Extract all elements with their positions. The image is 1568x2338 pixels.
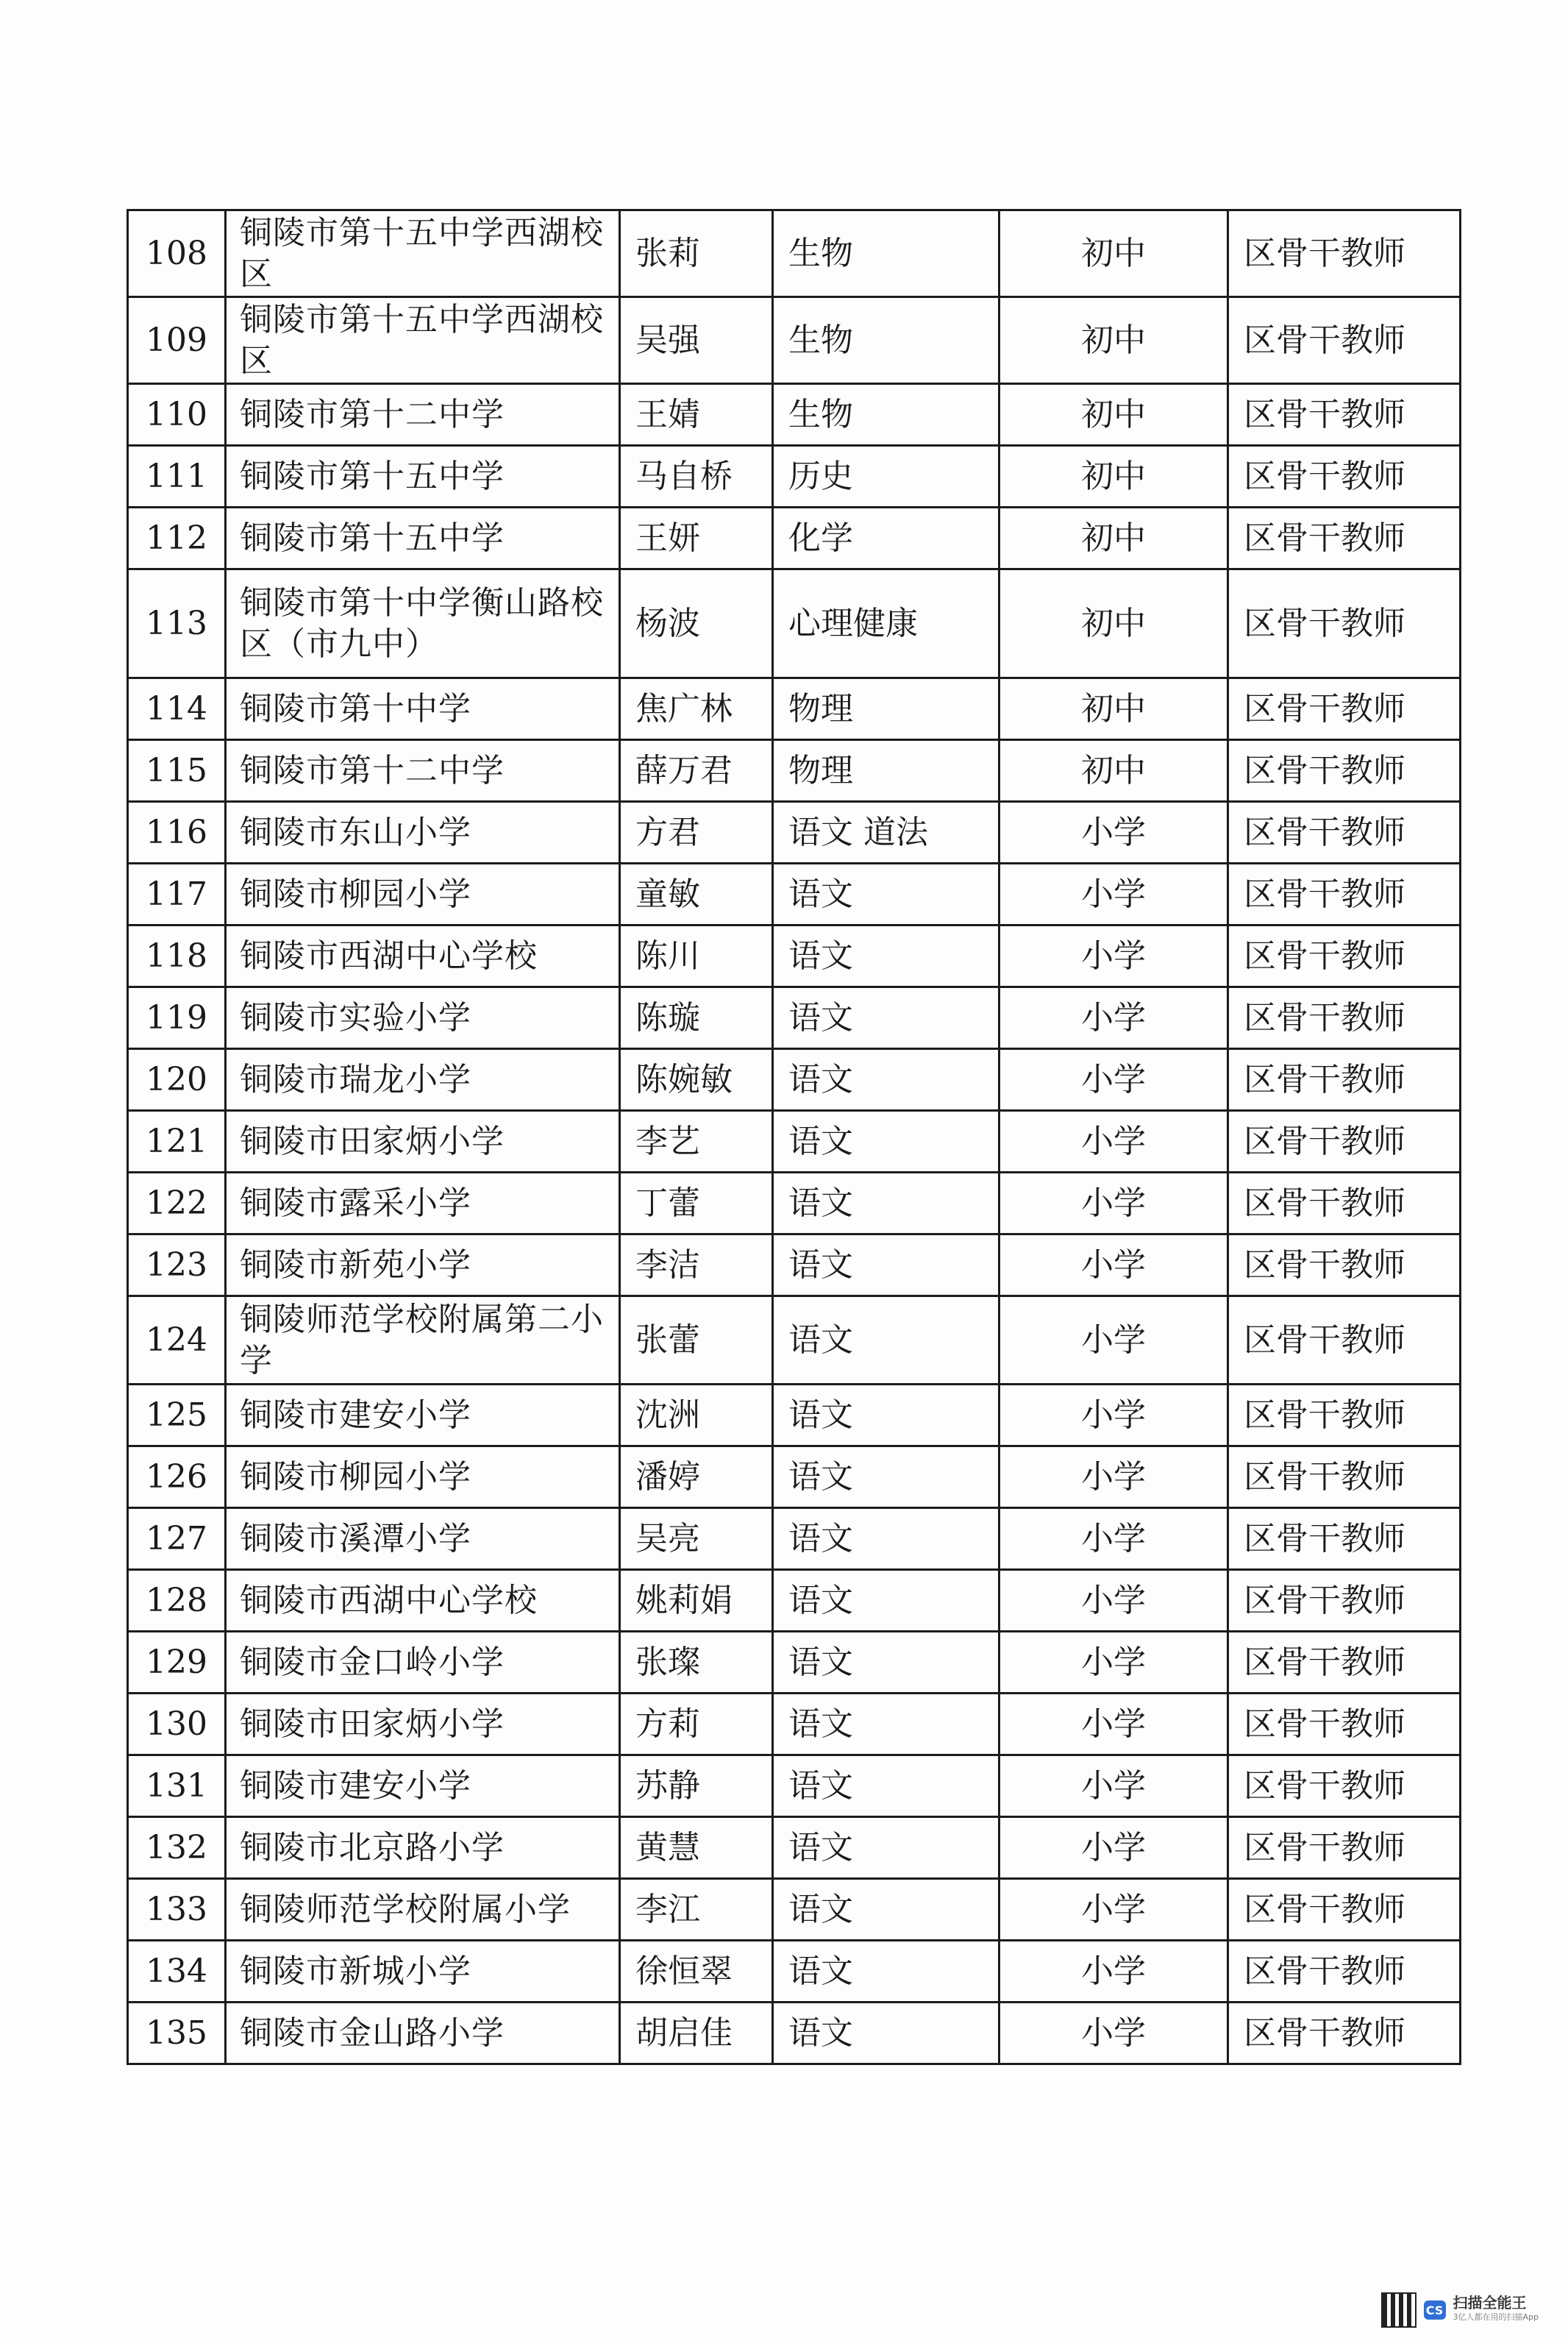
honor-title-cell: 区骨干教师 xyxy=(1228,297,1461,384)
subject-cell: 语文 xyxy=(773,1694,999,1755)
table-row xyxy=(128,1234,1461,1296)
row-number-cell: 124 xyxy=(128,1296,226,1385)
school-level-cell: 小学 xyxy=(999,1508,1228,1570)
row-number-cell: 118 xyxy=(128,925,226,987)
school-name-cell: 铜陵市柳园小学 xyxy=(226,1446,620,1508)
subject-cell: 语文 xyxy=(773,1632,999,1694)
school-name-cell: 铜陵市田家炳小学 xyxy=(226,1694,620,1755)
honor-title-cell: 区骨干教师 xyxy=(1228,1755,1461,1817)
school-name-cell: 铜陵市第十五中学西湖校区 xyxy=(226,297,620,384)
table-row xyxy=(128,508,1461,569)
school-name-cell: 铜陵市西湖中心学校 xyxy=(226,1570,620,1632)
table-row xyxy=(128,1173,1461,1234)
row-number-cell: 126 xyxy=(128,1446,226,1508)
school-level-cell: 小学 xyxy=(999,1173,1228,1234)
school-level-cell: 小学 xyxy=(999,1234,1228,1296)
teacher-name-cell: 丁蕾 xyxy=(620,1173,773,1234)
school-name-cell: 铜陵市第十二中学 xyxy=(226,384,620,446)
school-level-cell: 初中 xyxy=(999,740,1228,802)
teacher-name-cell: 黄慧 xyxy=(620,1817,773,1879)
row-number-cell: 112 xyxy=(128,508,226,569)
teacher-table xyxy=(126,209,1461,2065)
school-level-cell: 小学 xyxy=(999,1817,1228,1879)
table-row xyxy=(128,1446,1461,1508)
teacher-name-cell: 陈川 xyxy=(620,925,773,987)
table-row xyxy=(128,1111,1461,1173)
school-level-cell: 小学 xyxy=(999,1296,1228,1385)
row-number-cell: 134 xyxy=(128,1941,226,2003)
school-level-cell: 小学 xyxy=(999,864,1228,925)
subject-cell: 语文 xyxy=(773,1446,999,1508)
school-name-cell: 铜陵市露采小学 xyxy=(226,1173,620,1234)
school-name-cell: 铜陵市柳园小学 xyxy=(226,864,620,925)
subject-cell: 生物 xyxy=(773,384,999,446)
teacher-name-cell: 陈婉敏 xyxy=(620,1049,773,1111)
honor-title-cell: 区骨干教师 xyxy=(1228,1446,1461,1508)
table-row xyxy=(128,802,1461,864)
row-number-cell: 129 xyxy=(128,1632,226,1694)
subject-cell: 化学 xyxy=(773,508,999,569)
row-number-cell: 121 xyxy=(128,1111,226,1173)
school-name-cell: 铜陵市东山小学 xyxy=(226,802,620,864)
table-row xyxy=(128,1879,1461,1941)
teacher-name-cell: 潘婷 xyxy=(620,1446,773,1508)
row-number-cell: 115 xyxy=(128,740,226,802)
subject-cell: 语文 xyxy=(773,1111,999,1173)
school-level-cell: 初中 xyxy=(999,508,1228,569)
school-name-cell: 铜陵市建安小学 xyxy=(226,1755,620,1817)
school-level-cell: 小学 xyxy=(999,802,1228,864)
school-level-cell: 小学 xyxy=(999,925,1228,987)
school-name-cell: 铜陵市实验小学 xyxy=(226,987,620,1049)
row-number-cell: 127 xyxy=(128,1508,226,1570)
teacher-name-cell: 张蕾 xyxy=(620,1296,773,1385)
subject-cell: 语文 xyxy=(773,1817,999,1879)
row-number-cell: 131 xyxy=(128,1755,226,1817)
school-level-cell: 初中 xyxy=(999,297,1228,384)
table-row xyxy=(128,987,1461,1049)
subject-cell: 语文 xyxy=(773,864,999,925)
honor-title-cell: 区骨干教师 xyxy=(1228,1879,1461,1941)
honor-title-cell: 区骨干教师 xyxy=(1228,210,1461,297)
subject-cell: 物理 xyxy=(773,740,999,802)
row-number-cell: 113 xyxy=(128,569,226,678)
teacher-name-cell: 马自桥 xyxy=(620,446,773,508)
row-number-cell: 119 xyxy=(128,987,226,1049)
table-row xyxy=(128,1941,1461,2003)
school-level-cell: 小学 xyxy=(999,1941,1228,2003)
table-row xyxy=(128,1694,1461,1755)
school-name-cell: 铜陵市第十五中学 xyxy=(226,446,620,508)
table-row xyxy=(128,297,1461,384)
teacher-name-cell: 张璨 xyxy=(620,1632,773,1694)
row-number-cell: 133 xyxy=(128,1879,226,1941)
subject-cell: 语文 xyxy=(773,1173,999,1234)
honor-title-cell: 区骨干教师 xyxy=(1228,678,1461,740)
subject-cell: 语文 xyxy=(773,1570,999,1632)
honor-title-cell: 区骨干教师 xyxy=(1228,864,1461,925)
school-name-cell: 铜陵师范学校附属小学 xyxy=(226,1879,620,1941)
honor-title-cell: 区骨干教师 xyxy=(1228,2003,1461,2064)
school-name-cell: 铜陵市新城小学 xyxy=(226,1941,620,2003)
teacher-name-cell: 李洁 xyxy=(620,1234,773,1296)
row-number-cell: 122 xyxy=(128,1173,226,1234)
school-name-cell: 铜陵市第十五中学西湖校区 xyxy=(226,210,620,297)
school-name-cell: 铜陵市新苑小学 xyxy=(226,1234,620,1296)
teacher-name-cell: 张莉 xyxy=(620,210,773,297)
school-name-cell: 铜陵市田家炳小学 xyxy=(226,1111,620,1173)
subject-cell: 语文 xyxy=(773,1879,999,1941)
teacher-name-cell: 王妍 xyxy=(620,508,773,569)
qr-code-icon xyxy=(1381,2292,1416,2328)
table-row xyxy=(128,384,1461,446)
row-number-cell: 109 xyxy=(128,297,226,384)
scanner-watermark xyxy=(1381,2292,1539,2328)
school-level-cell: 初中 xyxy=(999,569,1228,678)
subject-cell: 语文 xyxy=(773,1296,999,1385)
teacher-name-cell: 杨波 xyxy=(620,569,773,678)
honor-title-cell: 区骨干教师 xyxy=(1228,987,1461,1049)
table-row xyxy=(128,2003,1461,2064)
school-level-cell: 小学 xyxy=(999,1446,1228,1508)
table-row xyxy=(128,678,1461,740)
subject-cell: 语文 xyxy=(773,1941,999,2003)
honor-title-cell: 区骨干教师 xyxy=(1228,1049,1461,1111)
table-row xyxy=(128,864,1461,925)
school-name-cell: 铜陵市金山路小学 xyxy=(226,2003,620,2064)
honor-title-cell: 区骨干教师 xyxy=(1228,384,1461,446)
row-number-cell: 132 xyxy=(128,1817,226,1879)
table-row xyxy=(128,925,1461,987)
school-name-cell: 铜陵市溪潭小学 xyxy=(226,1508,620,1570)
camscanner-logo-icon: CS xyxy=(1424,2300,1446,2320)
honor-title-cell: 区骨干教师 xyxy=(1228,1817,1461,1879)
teacher-name-cell: 姚莉娟 xyxy=(620,1570,773,1632)
subject-cell: 历史 xyxy=(773,446,999,508)
teacher-name-cell: 薛万君 xyxy=(620,740,773,802)
teacher-name-cell: 方莉 xyxy=(620,1694,773,1755)
honor-title-cell: 区骨干教师 xyxy=(1228,508,1461,569)
subject-cell: 心理健康 xyxy=(773,569,999,678)
teacher-name-cell: 李江 xyxy=(620,1879,773,1941)
row-number-cell: 111 xyxy=(128,446,226,508)
honor-title-cell: 区骨干教师 xyxy=(1228,1173,1461,1234)
table-row xyxy=(128,1296,1461,1385)
school-level-cell: 小学 xyxy=(999,1570,1228,1632)
teacher-name-cell: 徐恒翠 xyxy=(620,1941,773,2003)
teacher-name-cell: 吴强 xyxy=(620,297,773,384)
subject-cell: 生物 xyxy=(773,297,999,384)
honor-title-cell: 区骨干教师 xyxy=(1228,802,1461,864)
table-row xyxy=(128,1632,1461,1694)
teacher-name-cell: 王婧 xyxy=(620,384,773,446)
school-level-cell: 小学 xyxy=(999,1755,1228,1817)
row-number-cell: 135 xyxy=(128,2003,226,2064)
table-row xyxy=(128,1385,1461,1446)
honor-title-cell: 区骨干教师 xyxy=(1228,740,1461,802)
table-row xyxy=(128,1755,1461,1817)
subject-cell: 语文 xyxy=(773,1234,999,1296)
honor-title-cell: 区骨干教师 xyxy=(1228,1296,1461,1385)
subject-cell: 语文 道法 xyxy=(773,802,999,864)
subject-cell: 物理 xyxy=(773,678,999,740)
honor-title-cell: 区骨干教师 xyxy=(1228,1694,1461,1755)
school-name-cell: 铜陵市北京路小学 xyxy=(226,1817,620,1879)
row-number-cell: 123 xyxy=(128,1234,226,1296)
honor-title-cell: 区骨干教师 xyxy=(1228,1570,1461,1632)
row-number-cell: 125 xyxy=(128,1385,226,1446)
teacher-name-cell: 童敏 xyxy=(620,864,773,925)
honor-title-cell: 区骨干教师 xyxy=(1228,1941,1461,2003)
row-number-cell: 117 xyxy=(128,864,226,925)
teacher-name-cell: 方君 xyxy=(620,802,773,864)
school-name-cell: 铜陵市第十五中学 xyxy=(226,508,620,569)
school-name-cell: 铜陵市西湖中心学校 xyxy=(226,925,620,987)
school-name-cell: 铜陵市瑞龙小学 xyxy=(226,1049,620,1111)
honor-title-cell: 区骨干教师 xyxy=(1228,1508,1461,1570)
teacher-name-cell: 苏静 xyxy=(620,1755,773,1817)
school-level-cell: 初中 xyxy=(999,210,1228,297)
subject-cell: 语文 xyxy=(773,1049,999,1111)
subject-cell: 语文 xyxy=(773,1385,999,1446)
school-name-cell: 铜陵市第十中学 xyxy=(226,678,620,740)
honor-title-cell: 区骨干教师 xyxy=(1228,925,1461,987)
table-row xyxy=(128,1508,1461,1570)
teacher-name-cell: 吴亮 xyxy=(620,1508,773,1570)
subject-cell: 语文 xyxy=(773,1755,999,1817)
school-level-cell: 小学 xyxy=(999,1632,1228,1694)
watermark-title: 扫描全能王 xyxy=(1453,2294,1527,2312)
subject-cell: 语文 xyxy=(773,925,999,987)
school-level-cell: 小学 xyxy=(999,1385,1228,1446)
honor-title-cell: 区骨干教师 xyxy=(1228,1234,1461,1296)
row-number-cell: 114 xyxy=(128,678,226,740)
school-level-cell: 小学 xyxy=(999,1111,1228,1173)
school-name-cell: 铜陵师范学校附属第二小学 xyxy=(226,1296,620,1385)
school-level-cell: 初中 xyxy=(999,446,1228,508)
table-row xyxy=(128,446,1461,508)
school-name-cell: 铜陵市第十中学衡山路校区（市九中） xyxy=(226,569,620,678)
school-level-cell: 小学 xyxy=(999,2003,1228,2064)
teacher-name-cell: 胡启佳 xyxy=(620,2003,773,2064)
school-name-cell: 铜陵市建安小学 xyxy=(226,1385,620,1446)
school-name-cell: 铜陵市第十二中学 xyxy=(226,740,620,802)
honor-title-cell: 区骨干教师 xyxy=(1228,446,1461,508)
school-level-cell: 小学 xyxy=(999,1694,1228,1755)
table-row xyxy=(128,740,1461,802)
subject-cell: 语文 xyxy=(773,2003,999,2064)
honor-title-cell: 区骨干教师 xyxy=(1228,569,1461,678)
school-level-cell: 小学 xyxy=(999,987,1228,1049)
school-level-cell: 初中 xyxy=(999,678,1228,740)
school-level-cell: 小学 xyxy=(999,1049,1228,1111)
school-level-cell: 小学 xyxy=(999,1879,1228,1941)
table-row xyxy=(128,1570,1461,1632)
row-number-cell: 110 xyxy=(128,384,226,446)
honor-title-cell: 区骨干教师 xyxy=(1228,1385,1461,1446)
teacher-name-cell: 陈璇 xyxy=(620,987,773,1049)
school-name-cell: 铜陵市金口岭小学 xyxy=(226,1632,620,1694)
row-number-cell: 108 xyxy=(128,210,226,297)
honor-title-cell: 区骨干教师 xyxy=(1228,1632,1461,1694)
row-number-cell: 130 xyxy=(128,1694,226,1755)
table-row xyxy=(128,1817,1461,1879)
subject-cell: 语文 xyxy=(773,987,999,1049)
teacher-name-cell: 李艺 xyxy=(620,1111,773,1173)
teacher-name-cell: 焦广林 xyxy=(620,678,773,740)
school-level-cell: 初中 xyxy=(999,384,1228,446)
row-number-cell: 128 xyxy=(128,1570,226,1632)
table-body xyxy=(128,210,1461,2064)
subject-cell: 生物 xyxy=(773,210,999,297)
table-row xyxy=(128,210,1461,297)
table-row xyxy=(128,1049,1461,1111)
table-row xyxy=(128,569,1461,678)
subject-cell: 语文 xyxy=(773,1508,999,1570)
row-number-cell: 116 xyxy=(128,802,226,864)
teacher-name-cell: 沈洲 xyxy=(620,1385,773,1446)
row-number-cell: 120 xyxy=(128,1049,226,1111)
watermark-subtitle: 3亿人都在用的扫描App xyxy=(1453,2312,1539,2322)
honor-title-cell: 区骨干教师 xyxy=(1228,1111,1461,1173)
